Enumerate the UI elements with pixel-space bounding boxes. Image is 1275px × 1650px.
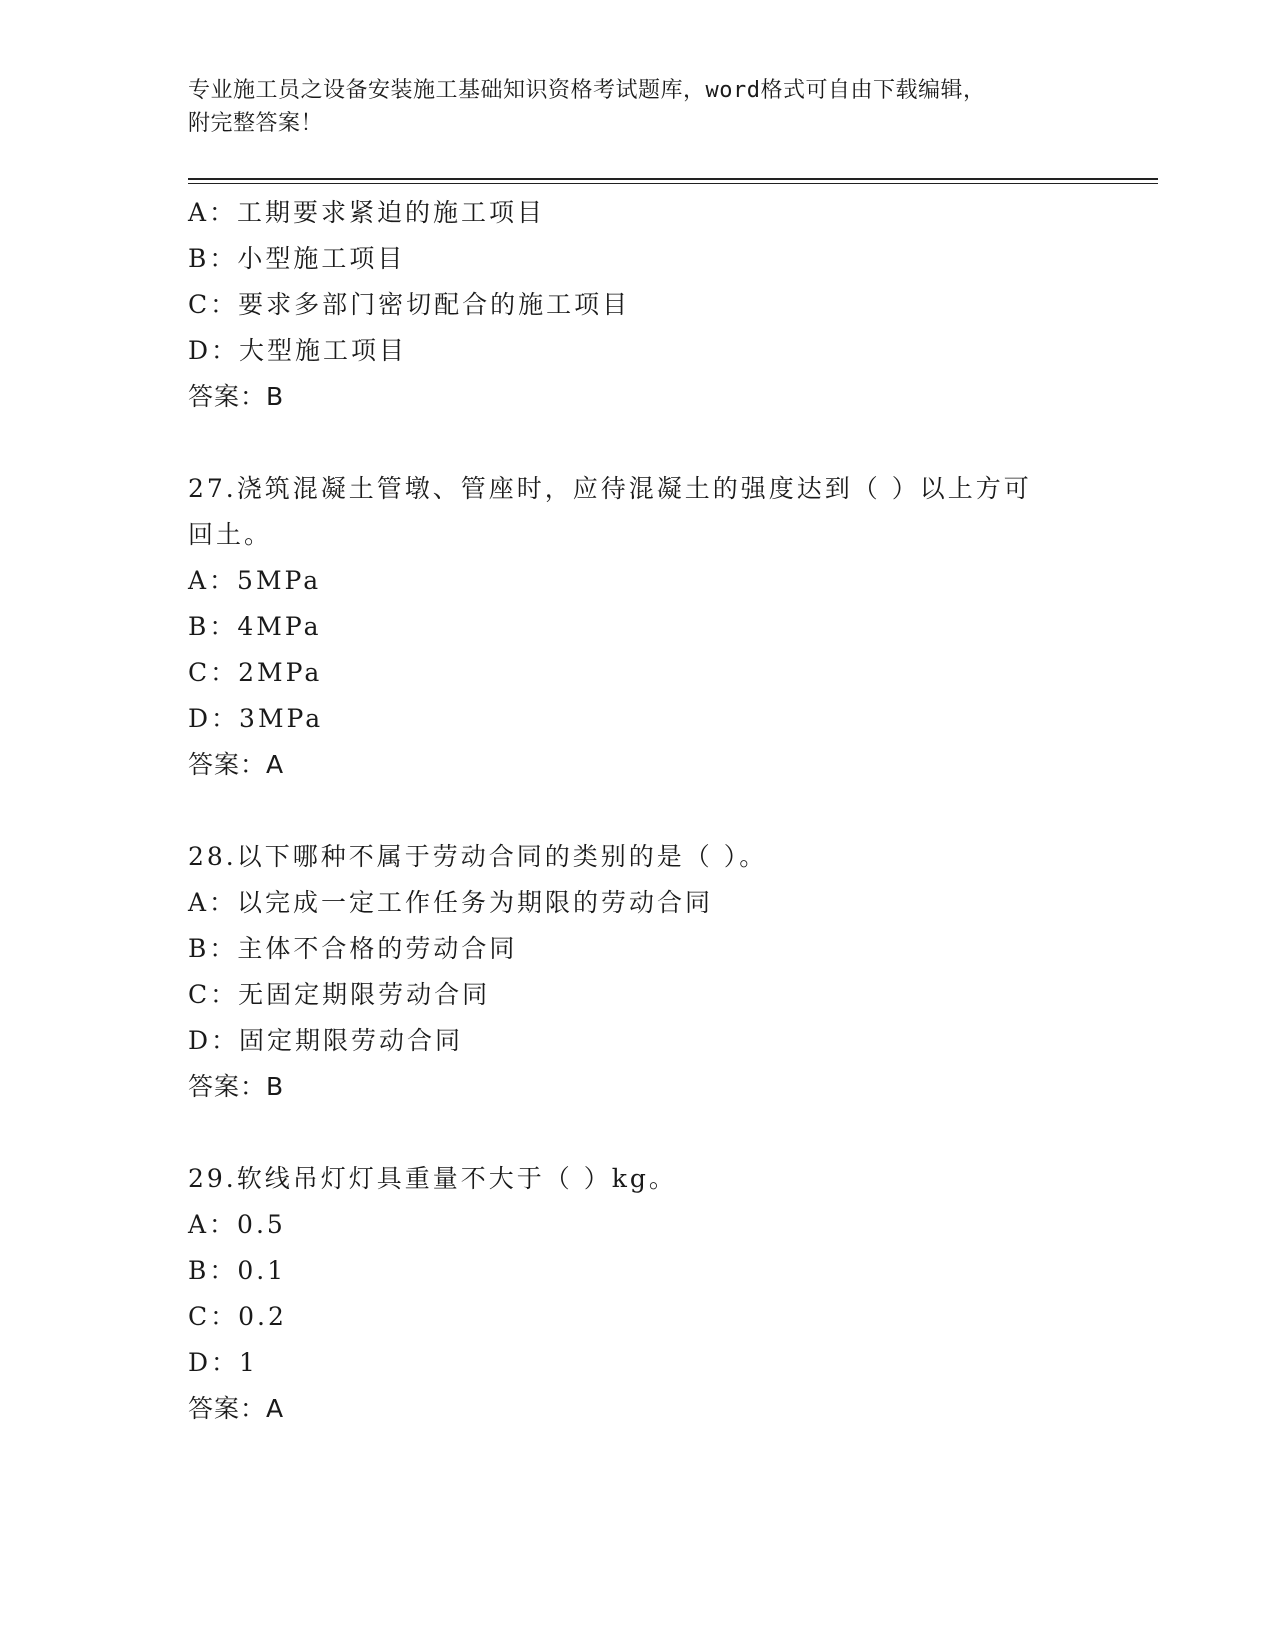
option-c: C：要求多部门密切配合的施工项目 <box>188 290 631 319</box>
option-a: A：5MPa <box>188 566 322 595</box>
option-d: D：1 <box>188 1348 258 1377</box>
question-26 <box>188 190 1088 420</box>
option-c: C：无固定期限劳动合同 <box>188 980 491 1009</box>
option-d: D：大型施工项目 <box>188 336 408 365</box>
question-stem: 29.软线吊灯灯具重量不大于（ ）kg。 <box>188 1164 677 1193</box>
question-29 <box>188 1156 1088 1432</box>
header-divider-thin <box>188 183 1158 184</box>
question-spacer <box>188 788 1088 834</box>
question-stem-continued: 回土。 <box>188 520 273 549</box>
document-header <box>188 74 1068 140</box>
header-divider-thick <box>188 178 1158 180</box>
question-27 <box>188 466 1088 788</box>
option-b: B：小型施工项目 <box>188 244 406 273</box>
header-line-2: 附完整答案！ <box>188 111 324 136</box>
question-stem: 28.以下哪种不属于劳动合同的类别的是（ ）。 <box>188 842 768 871</box>
question-list <box>188 190 1088 1432</box>
question-stem: 27.浇筑混凝土管墩、管座时，应待混凝土的强度达到（ ）以上方可 <box>188 474 1032 503</box>
header-line-1: 专业施工员之设备安装施工基础知识资格考试题库，word格式可自由下载编辑， <box>188 78 986 103</box>
answer-line: 答案：A <box>188 750 285 779</box>
answer-line: 答案：B <box>188 1072 285 1101</box>
question-spacer <box>188 1110 1088 1156</box>
option-c: C：2MPa <box>188 658 323 687</box>
option-d: D：固定期限劳动合同 <box>188 1026 464 1055</box>
option-b: B：4MPa <box>188 612 322 641</box>
option-a: A：以完成一定工作任务为期限的劳动合同 <box>188 888 714 917</box>
question-spacer <box>188 420 1088 466</box>
option-c: C：0.2 <box>188 1302 287 1331</box>
option-b: B：主体不合格的劳动合同 <box>188 934 518 963</box>
option-d: D：3MPa <box>188 704 324 733</box>
question-28 <box>188 834 1088 1110</box>
option-b: B：0.1 <box>188 1256 287 1285</box>
option-a: A：0.5 <box>188 1210 286 1239</box>
option-a: A：工期要求紧迫的施工项目 <box>188 198 546 227</box>
answer-line: 答案：B <box>188 382 285 411</box>
answer-line: 答案：A <box>188 1394 285 1423</box>
